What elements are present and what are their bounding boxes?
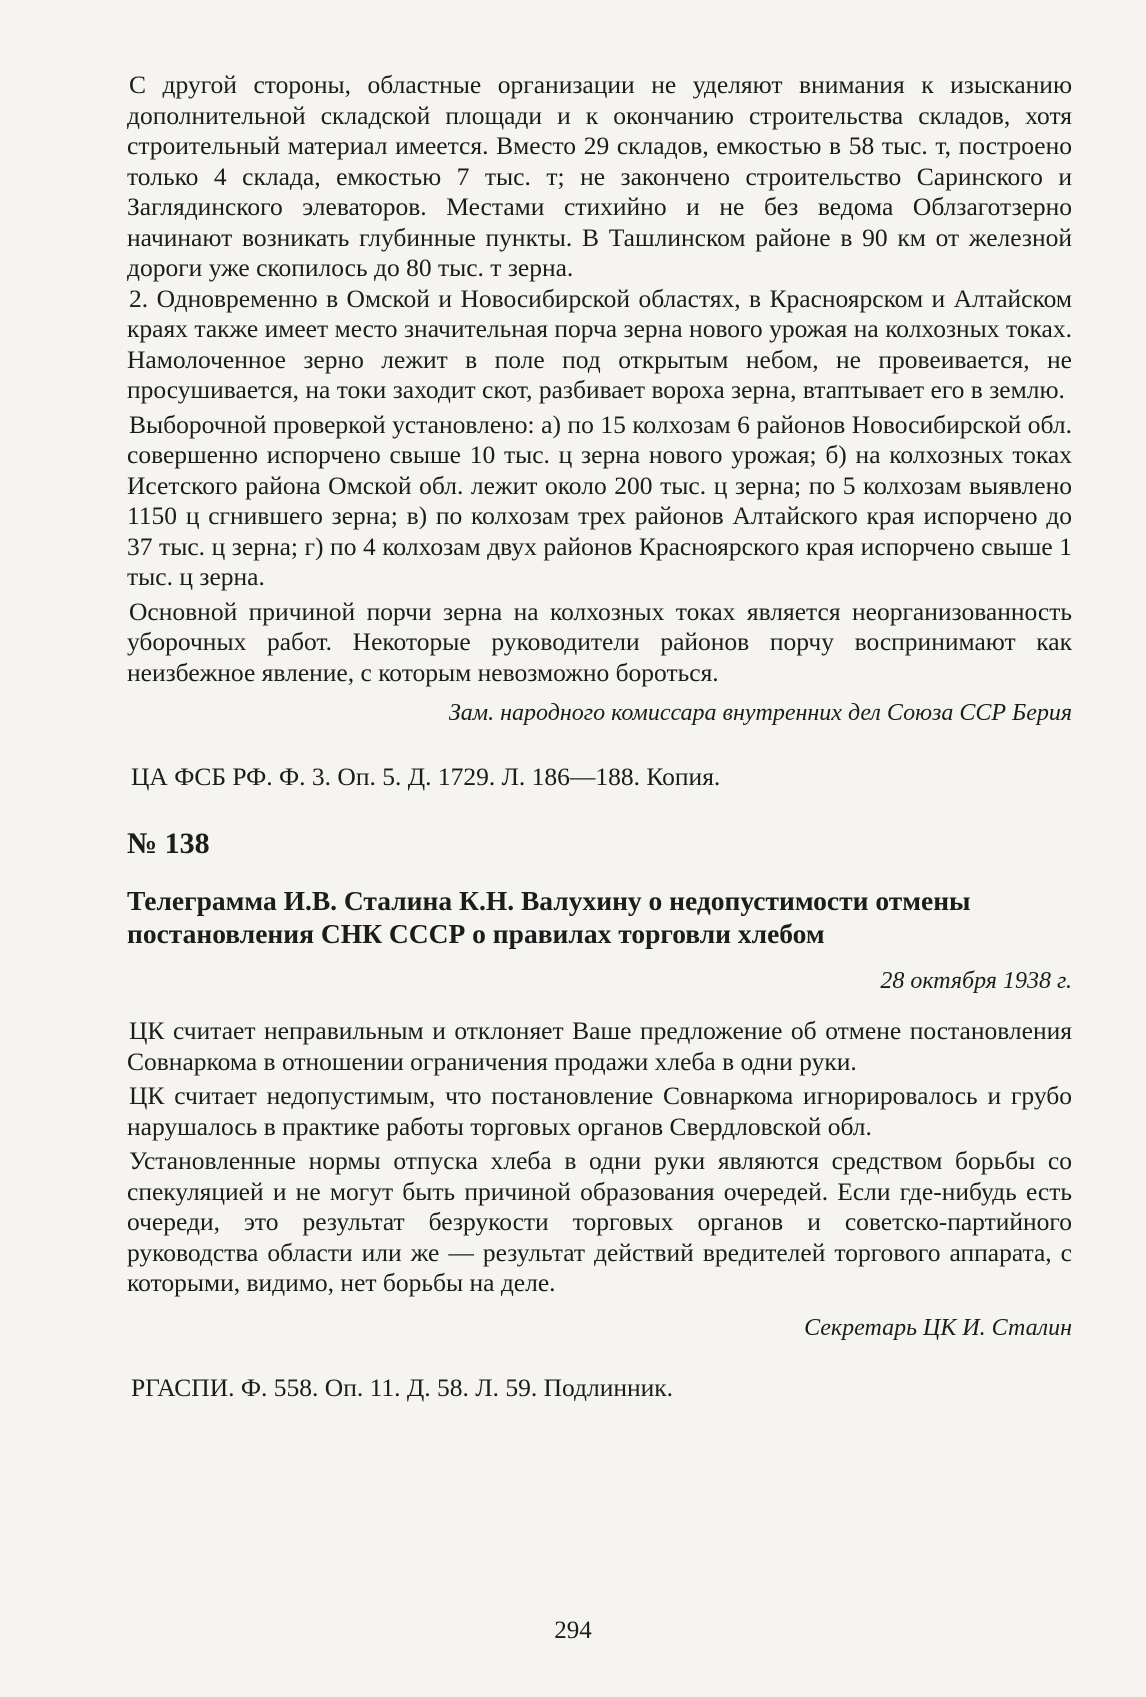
document-number: № 138	[127, 827, 210, 860]
paragraph-grain-spoilage: 2. Одновременно в Омской и Новосибирской областях, в Красноярском и Алтайском краях также имеет место значительная порча зерна нового урожая на колхозных токах. Намолоченное зерно лежит в поле под открытым небом, не провеивается, не просушивается, на токи заходит скот, разбивает вороха зерна, втаптывает его в землю.	[127, 283, 1072, 404]
page-number: 294	[554, 1617, 592, 1644]
archive-reference-fsb: ЦА ФСБ РФ. Ф. 3. Оп. 5. Д. 1729. Л. 186—188. Копия.	[131, 762, 721, 791]
paragraph-violation: ЦК считает недопустимым, что постановление Совнаркома игнорировалось и грубо нарушалось в практике работы торговых органов Свердловской обл.	[127, 1081, 1072, 1141]
paragraph-main-cause: Основной причиной порчи зерна на колхозных токах является неорганизованность уборочных работ. Некоторые руководители районов порчу воспринимают как неизбежное явление, с которым невозможно бороться.	[127, 596, 1072, 687]
page-content	[127, 70, 1072, 1403]
paragraph-inspection: Выборочной проверкой установлено: а) по 15 колхозам 6 районов Новосибирской обл. совершенно испорчено свыше 10 тыс. ц зерна нового урожая; б) на колхозных токах Исетского района Омской обл. лежит около 200 тыс. ц зерна; по 5 колхозам выявлено 1150 ц сгнившего зерна; в) по колхозам трех районов Алтайского края испорчено до 37 тыс. ц зерна; г) по 4 колхозам двух районов Красноярского края испорчено свыше 1 тыс. ц зерна.	[127, 409, 1072, 591]
signature-beria: Зам. народного комиссара внутренних дел Союза ССР Берия	[448, 700, 1072, 726]
signature-stalin: Секретарь ЦК И. Сталин	[804, 1314, 1072, 1341]
archive-reference-rgaspi: РГАСПИ. Ф. 558. Оп. 11. Д. 58. Л. 59. Подлинник.	[131, 1372, 674, 1402]
paragraph-storage: С другой стороны, областные организации не уделяют внимания к изысканию дополнительной складской площади и к окончанию строительства складов, хотя строительный материал имеется. Вместо 29 складов, емкостью в 58 тыс. т, построено только 4 склада, емкостью 7 тыс. т; не закончено строительство Саринского и Заглядинского элеваторов. Местами стихийно и не без ведома Облзаготзерно начинают возникать глубинные пункты. В Ташлинском районе в 90 км от железной дороги уже скопилось до 80 тыс. т зерна.	[127, 70, 1072, 282]
paragraph-rejection: ЦК считает неправильным и отклоняет Ваше предложение об отмене постановления Совнаркома в отношении ограничения продажи хлеба в одни руки.	[127, 1016, 1072, 1076]
paragraph-norms: Установленные нормы отпуска хлеба в одни руки являются средством борьбы со спекуляцией и не могут быть причиной образования очередей. Если где-нибудь есть очереди, это результат безрукости торговых органов и советско-партийного руководства области или же — результат действий вредителей торгового аппарата, с которыми, видимо, нет борьбы на деле.	[127, 1146, 1072, 1297]
document-title: Телеграмма И.В. Сталина К.Н. Валухину о недопустимости отмены постановления СНК СССР о правилах торговли хлебом	[127, 885, 971, 949]
document-date: 28 октября 1938 г.	[880, 968, 1072, 994]
